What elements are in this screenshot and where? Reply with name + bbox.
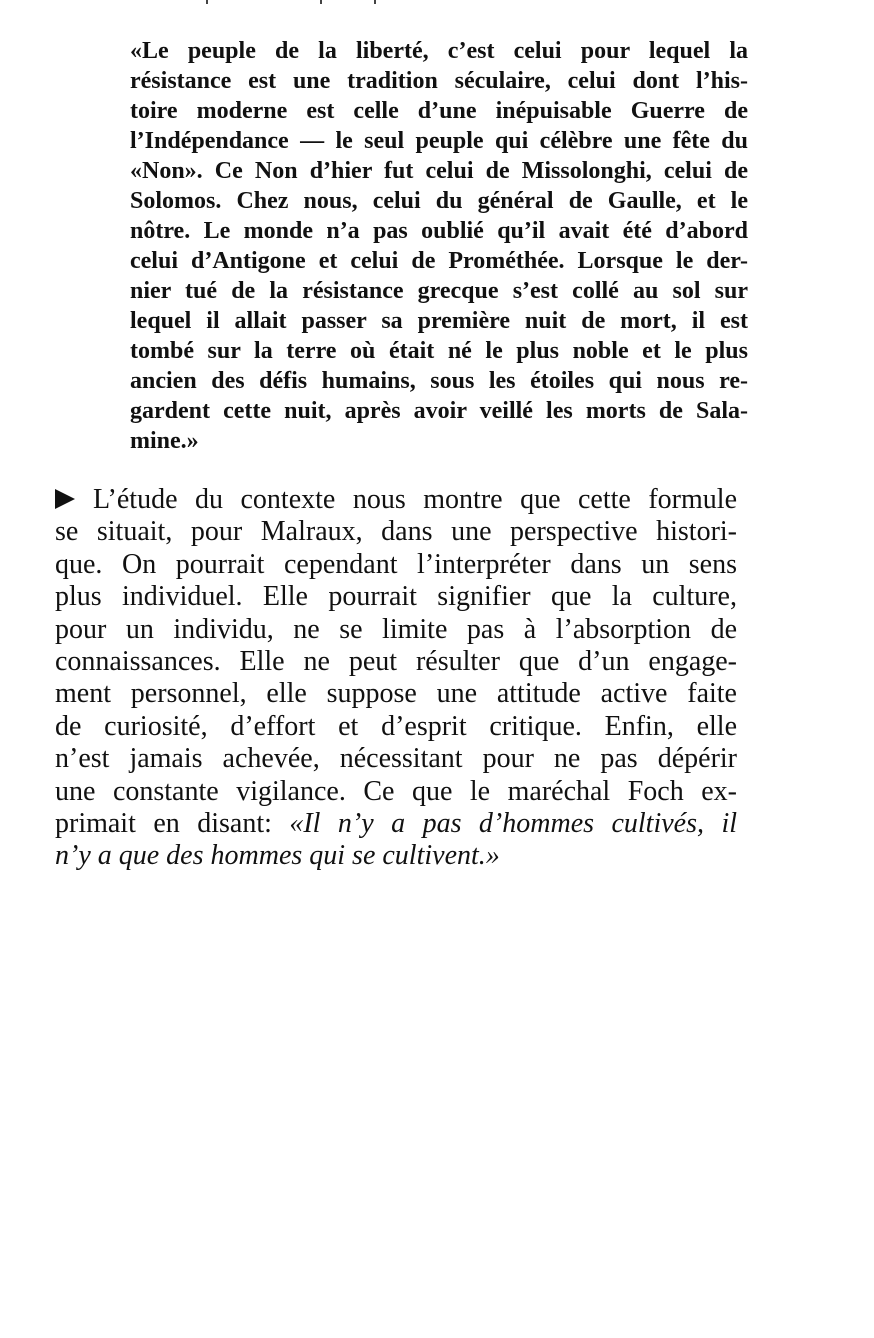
quote-line: mine.» <box>130 428 199 454</box>
cropped-text-remnant <box>206 0 386 4</box>
quote-line: résistance est une tradition séculaire, celui dont l’his- <box>130 68 748 94</box>
quotation-block <box>130 36 748 456</box>
quote-line: tombé sur la terre où était né le plus noble et le plus <box>130 338 748 364</box>
quote-line: celui d’Antigone et celui de Prométhée. Lorsque le der- <box>130 248 748 274</box>
commentary-line-text: L’étude du contexte nous montre que cette formule <box>93 484 737 515</box>
commentary-line: n’est jamais achevée, nécessitant pour ne pas dépérir <box>55 743 737 775</box>
quote-line: «Non». Ce Non d’hier fut celui de Missolonghi, celui de <box>130 158 748 184</box>
commentary-roman-text: primait en disant: <box>55 808 290 840</box>
commentary-paragraph <box>55 484 737 873</box>
quote-line: nôtre. Le monde n’a pas oublié qu’il avait été d’abord <box>130 218 748 244</box>
commentary-line-first <box>55 484 737 516</box>
quote-line: Solomos. Chez nous, celui du général de Gaulle, et le <box>130 188 748 214</box>
quote-line: «Le peuple de la liberté, c’est celui pour lequel la <box>130 38 748 64</box>
foch-quote-end: n’y a que des hommes qui se cultivent.» <box>55 840 500 872</box>
commentary-line: pour un individu, ne se limite pas à l’absorption de <box>55 613 737 645</box>
arrow-bullet-icon <box>55 489 75 509</box>
commentary-line: une constante vigilance. Ce que le maréchal Foch ex- <box>55 775 737 807</box>
quote-line: gardent cette nuit, après avoir veillé les morts de Sala- <box>130 398 748 424</box>
commentary-line: se situait, pour Malraux, dans une perspective histori- <box>55 516 737 548</box>
quote-line: lequel il allait passer sa première nuit de mort, il est <box>130 308 748 334</box>
commentary-line: connaissances. Elle ne peut résulter que d’un engage- <box>55 646 737 678</box>
quote-line: toire moderne est celle d’une inépuisable Guerre de <box>130 98 748 124</box>
commentary-line: de curiosité, d’effort et d’esprit critique. Enfin, elle <box>55 710 737 742</box>
commentary-line: plus individuel. Elle pourrait signifier que la culture, <box>55 581 737 613</box>
foch-quote-start: «Il n’y a pas d’hommes cultivés, il <box>289 808 738 840</box>
quote-line: ancien des défis humains, sous les étoiles qui nous re- <box>130 368 748 394</box>
commentary-line: ment personnel, elle suppose une attitude active faite <box>55 678 737 710</box>
commentary-line-foch <box>55 808 737 840</box>
quote-line: l’Indépendance — le seul peuple qui célèbre une fête du <box>130 128 748 154</box>
quote-line: nier tué de la résistance grecque s’est collé au sol sur <box>130 278 748 304</box>
commentary-line: que. On pourrait cependant l’interpréter dans un sens <box>55 548 737 580</box>
